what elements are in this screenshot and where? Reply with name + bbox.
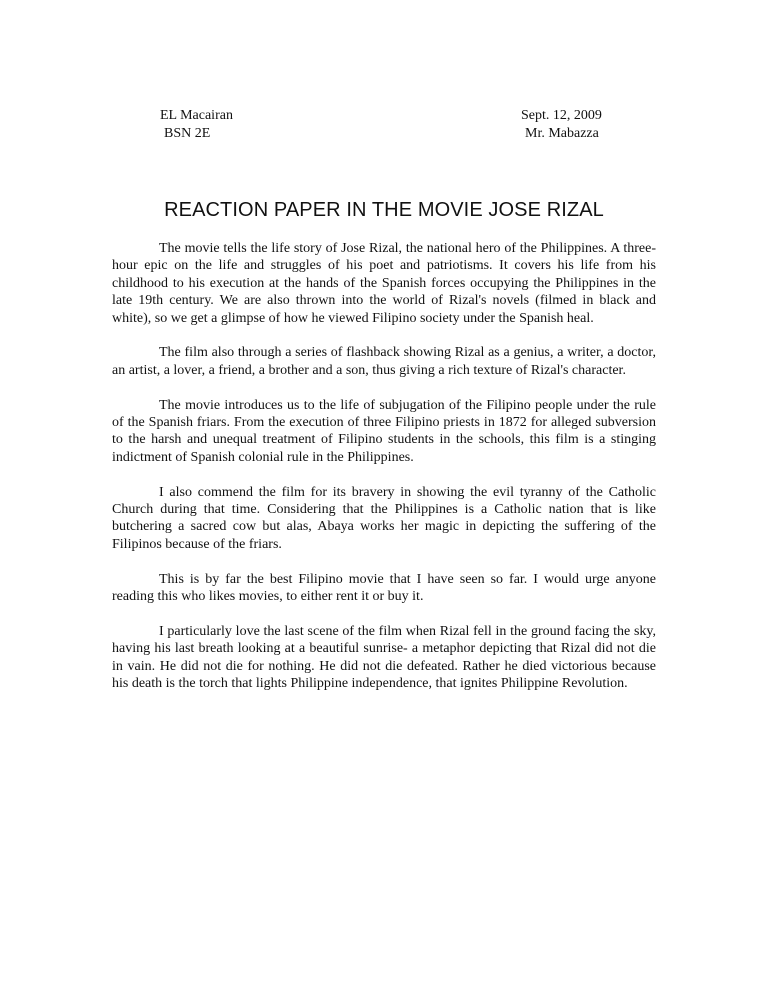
page-title: REACTION PAPER IN THE MOVIE JOSE RIZAL xyxy=(164,199,604,221)
document-body xyxy=(112,240,656,710)
paragraph-4: I also commend the film for its bravery in showing the evil tyranny of the Catholic Church during that time. Considering that the Philippines is a Catholic nation that is like butchering a sacred cow but alas, Abaya works her magic in depicting the suffering of the Filipinos because of the friars. xyxy=(112,484,656,552)
course-section: BSN 2E xyxy=(164,126,211,141)
author-name: EL Macairan xyxy=(160,108,233,123)
header-date-block xyxy=(521,107,602,143)
paragraph-3: The movie introduces us to the life of subjugation of the Filipino people under the rule of the Spanish friars. From the execution of three Filipino priests in 1872 for alleged subversion to the harsh and unequal treatment of Filipino students in the schools, this film is a stinging indictment of Spanish colonial rule in the Philippines. xyxy=(112,397,656,465)
instructor-name: Mr. Mabazza xyxy=(525,126,599,141)
paragraph-5: This is by far the best Filipino movie that I have seen so far. I would urge anyone reading this who likes movies, to either rent it or buy it. xyxy=(112,571,656,605)
paragraph-6: I particularly love the last scene of the film when Rizal fell in the ground facing the sky, having his last breath looking at a beautiful sunrise- a metaphor depicting that Rizal did not die in vain. He did not die for nothing. He did not die defeated. Rather he died victorious because his death is the torch that lights Philippine independence, that ignites Philippine Revolution. xyxy=(112,623,656,692)
header-author-block xyxy=(160,107,233,143)
paragraph-1: The movie tells the life story of Jose Rizal, the national hero of the Philippines. A three-hour epic on the life and struggles of his poet and patriotisms. It covers his life from his childhood to his execution at the hands of the Spanish forces occupying the Philippines in the late 19th century. We are also thrown into the world of Rizal's novels (filmed in black and white), so we get a glimpse of how he viewed Filipino society under the Spanish heal. xyxy=(112,241,656,326)
date: Sept. 12, 2009 xyxy=(521,108,602,123)
paragraph-2: The film also through a series of flashback showing Rizal as a genius, a writer, a doctor, an artist, a lover, a friend, a brother and a son, thus giving a rich texture of Rizal's character. xyxy=(112,345,656,378)
